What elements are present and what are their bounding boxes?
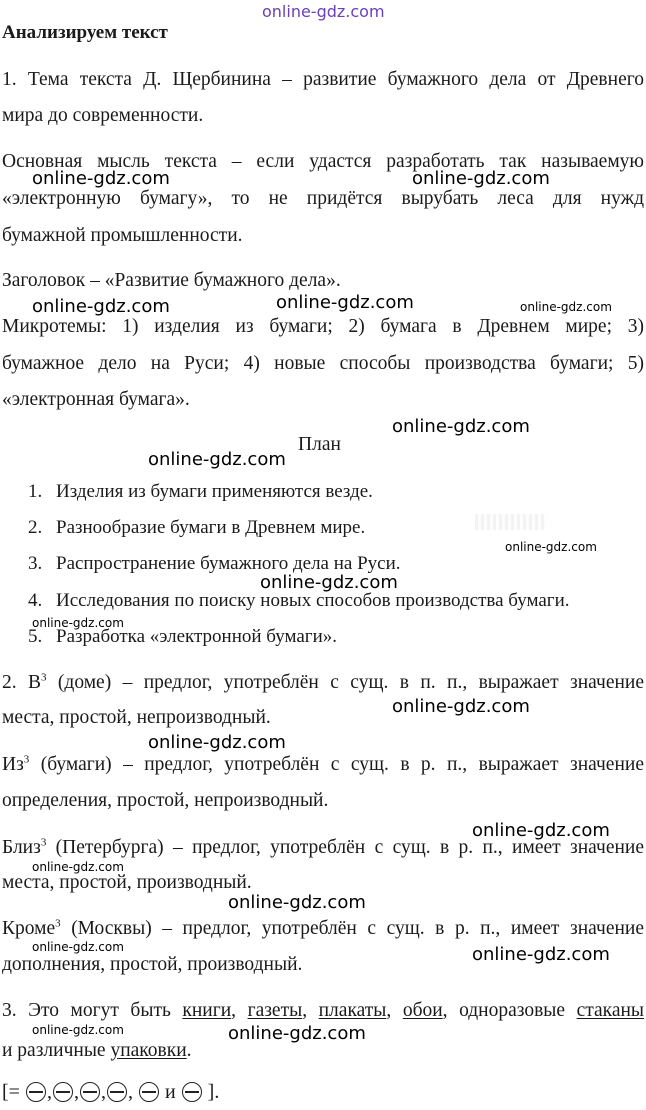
examples-line-1: 3. Это могут быть книги, газеты, плакаты, обои, одноразовые стаканы [2,1000,645,1021]
plan-item-text: Разработка «электронной бумаги». [56,626,338,647]
homogeneous-member-icon [26,1082,46,1102]
plan-item-number: 1. [28,481,43,502]
microthemes-line-2: бумажное дело на Руси; 4) новые способы производства бумаги; 5) [2,353,644,374]
examples-line-2: и различные упаковки. [2,1040,192,1061]
plan-item [28,517,365,539]
microthemes-line-1: Микротемы: 1) изделия из бумаги; 2) бумага в Древнем мире; 3) [2,316,644,337]
homogeneous-member-icon [139,1082,159,1102]
watermark: online-gdz.com [412,168,550,189]
watermark: online-gdz.com [148,449,286,470]
watermark: online-gdz.com [260,572,398,593]
watermark: online-gdz.com [392,696,530,717]
plan-item [28,590,570,612]
plan-item-number: 3. [28,553,43,574]
watermark: online-gdz.com [148,732,286,753]
preposition-line: Кроме$^3$ (Москвы) – предлог, употреблён с сущ. в р. п., имеет значение [2,917,644,939]
watermark: online-gdz.com [520,300,612,314]
underlined-word: книги [182,1000,232,1021]
idea-line-3: бумажной промышленности. [2,225,243,246]
watermark: online-gdz.com [32,296,170,317]
underlined-word: стаканы [576,1000,645,1021]
watermark: online-gdz.com [392,416,530,437]
microthemes-line-3: «электронная бумага». [2,389,190,410]
theme-line-1: 1. Тема текста Д. Щербинина – развитие бумажного дела от Древнего [2,69,644,90]
preposition-line-2: определения, простой, непроизводный. [2,790,329,811]
watermark: online-gdz.com [228,1023,366,1044]
plan-item-number: 4. [28,590,43,611]
homogeneous-member-icon [80,1082,100,1102]
plan-item-text: Распространение бумажного дела на Руси. [56,553,401,574]
plan-item [28,553,401,575]
preposition-line-2: места, простой, производный. [2,872,252,893]
homogeneous-member-icon [182,1082,202,1102]
watermark: online-gdz.com [276,292,414,313]
preposition-line: 2. $В^3$ (доме) – предлог, употреблён с сущ. в п. п., выражает значение [2,671,644,693]
preposition-line: Близ$^3$ (Петербурга) – предлог, употреблён с сущ. в р. п., имеет значение [2,836,644,858]
underlined-word: плакаты [318,1000,387,1021]
theme-line-2: мира до современности. [2,105,204,126]
idea-line-2: «электронную бумагу», то не придётся вырубать леса для нужд [2,188,644,209]
watermark: online-gdz.com [32,940,124,954]
blurred-mark [475,514,547,530]
watermark: online-gdz.com [472,944,610,965]
underlined-word: газеты [247,1000,303,1021]
underlined-word: упаковки [110,1040,187,1061]
watermark: online-gdz.com [505,540,597,554]
underlined-word: обои [402,1000,443,1021]
preposition-line-2: дополнения, простой, производный. [2,954,303,975]
plan-item [28,481,373,503]
plan-item-text: Изделия из бумаги применяются везде. [56,481,373,502]
idea-line-1: Основная мысль текста – если удастся разработать так называемую [2,151,644,172]
title-line: Заголовок – «Развитие бумажного дела». [2,270,341,291]
preposition-line: $Из^3$ (бумаги) – предлог, употреблён с сущ. в р. п., выражает значение [2,753,644,775]
section-heading: Анализируем текст [2,22,168,43]
watermark: online-gdz.com [472,820,610,841]
plan-title: План [298,434,341,455]
homogeneous-member-icon [53,1082,73,1102]
plan-item-number: 5. [28,626,43,647]
watermark: online-gdz.com [32,616,124,630]
preposition-line-2: места, простой, непроизводный. [2,707,271,728]
plan-item-text: Исследования по поиску новых способов производства бумаги. [56,590,570,611]
sentence-scheme: [= , , , , и ]. [2,1081,220,1103]
plan-item-text: Разнообразие бумаги в Древнем мире. [56,517,366,538]
plan-item-number: 2. [28,517,43,538]
watermark: online-gdz.com [228,892,366,913]
watermark: online-gdz.com [32,168,170,189]
watermark: online-gdz.com [32,860,124,874]
watermark: online-gdz.com [32,1023,124,1037]
homogeneous-member-icon [107,1082,127,1102]
watermark-top: online-gdz.com [262,2,385,21]
plan-item [28,626,337,648]
